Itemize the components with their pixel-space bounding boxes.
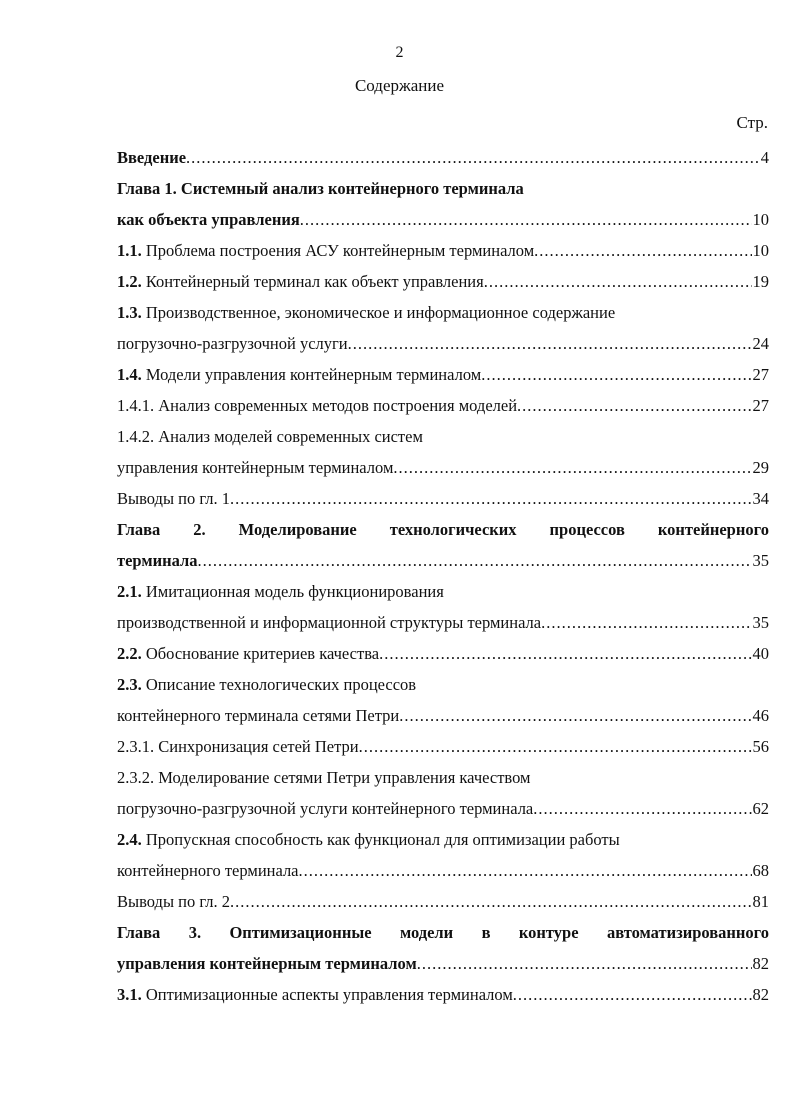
- page-title: Содержание: [354, 76, 445, 95]
- toc-label: 2.3.1. Синхронизация сетей Петри: [117, 737, 359, 756]
- section-number: 2.3.: [117, 675, 142, 694]
- toc-entry-2-3-2-line1: 2.3.2. Моделирование сетями Петри управления качеством: [117, 768, 531, 787]
- toc-page: 10: [752, 241, 769, 260]
- toc-label: Модели управления контейнерным терминалом: [141, 365, 482, 384]
- title-word: модели: [399, 923, 454, 942]
- dot-leader: [300, 204, 752, 235]
- title-word: Глава: [117, 520, 161, 539]
- toc-label: управления контейнерным терминалом: [117, 458, 394, 477]
- toc-page: 27: [752, 365, 769, 384]
- dot-leader: [417, 948, 752, 979]
- toc-entry-2-1: [117, 607, 769, 638]
- toc-chapter-1-title: Глава 1. Системный анализ контейнерного терминала: [117, 179, 524, 198]
- title-word: 3.: [188, 923, 202, 942]
- title-word: Глава: [117, 923, 161, 942]
- toc-entry-2-3-1: [117, 731, 769, 762]
- toc-entry-1-4-1: [117, 390, 769, 421]
- table-of-contents: [117, 142, 769, 1010]
- toc-label: Выводы по гл. 1: [117, 489, 231, 508]
- page-column-label: Стр.: [736, 113, 768, 132]
- toc-label: Выводы по гл. 2: [117, 892, 231, 911]
- toc-label: Контейнерный терминал как объект управления: [141, 272, 484, 291]
- title-word: Моделирование: [238, 520, 357, 539]
- toc-label: погрузочно-разгрузочной услуги: [117, 334, 348, 353]
- dot-leader: [230, 886, 751, 917]
- toc-chapter-2-title: [117, 514, 769, 545]
- toc-entry-2-1-line1: [117, 576, 769, 607]
- dot-leader: [481, 359, 751, 390]
- toc-entry-intro: [117, 142, 769, 173]
- toc-label: погрузочно-разгрузочной услуги контейнерного терминала: [117, 799, 534, 818]
- section-number: 1.2.: [117, 272, 142, 291]
- toc-label: контейнерного терминала сетями Петри: [117, 706, 400, 725]
- toc-entry-3-1: [117, 979, 769, 1010]
- toc-entry-2-2: [117, 638, 769, 669]
- toc-page: 62: [752, 799, 769, 818]
- toc-page: 10: [752, 210, 769, 229]
- toc-label: как объекта управления: [117, 210, 300, 229]
- title-word: 2.: [193, 520, 206, 539]
- toc-label: Имитационная модель функционирования: [141, 582, 444, 601]
- dot-leader: [299, 855, 752, 886]
- toc-entry-2-3-2: [117, 793, 769, 824]
- toc-entry-chapter-1: [117, 204, 769, 235]
- section-number: 2.4.: [117, 830, 142, 849]
- dot-leader: [379, 638, 751, 669]
- toc-entry-2-4: [117, 855, 769, 886]
- toc-page: 24: [752, 334, 769, 353]
- dot-leader: [359, 731, 752, 762]
- toc-label: Проблема построения АСУ контейнерным терминалом: [141, 241, 535, 260]
- toc-entry-2-3: [117, 700, 769, 731]
- toc-entry-1-2: [117, 266, 769, 297]
- section-number: 2.1.: [117, 582, 142, 601]
- toc-entry-1-4-2: [117, 452, 769, 483]
- toc-chapter-3-title: [117, 917, 769, 948]
- toc-label: Оптимизационные аспекты управления терминалом: [141, 985, 513, 1004]
- toc-page: 4: [760, 148, 769, 167]
- dot-leader: [393, 452, 751, 483]
- toc-page: 82: [752, 954, 769, 973]
- toc-label: Обоснование критериев качества: [141, 644, 380, 663]
- toc-label: терминала: [117, 551, 198, 570]
- toc-label: Пропускная способность как функционал для оптимизации работы: [141, 830, 620, 849]
- toc-entry-chapter-2: [117, 545, 769, 576]
- page-number: 2: [395, 44, 404, 61]
- toc-entry-conclusions-2: [117, 886, 769, 917]
- dot-leader: [533, 793, 751, 824]
- toc-page: 34: [752, 489, 769, 508]
- section-number: 1.1.: [117, 241, 142, 260]
- dot-leader: [198, 545, 752, 576]
- toc-page: 35: [752, 551, 769, 570]
- dot-leader: [484, 266, 752, 297]
- toc-entry-1-4: [117, 359, 769, 390]
- section-number: 1.3.: [117, 303, 142, 322]
- toc-page: 68: [752, 861, 769, 880]
- toc-label: 1.4.1. Анализ современных методов построения моделей: [117, 396, 518, 415]
- dot-leader: [230, 483, 751, 514]
- dot-leader: [399, 700, 751, 731]
- toc-page: 82: [752, 985, 769, 1004]
- section-number: 1.4.: [117, 365, 142, 384]
- toc-entry-2-4-line1: [117, 824, 769, 855]
- toc-label: Описание технологических процессов: [141, 675, 417, 694]
- toc-label: Производственное, экономическое и информационное содержание: [141, 303, 616, 322]
- toc-entry-1-3: [117, 328, 769, 359]
- toc-page: 19: [752, 272, 769, 291]
- toc-label: Введение: [117, 148, 187, 167]
- toc-page: 40: [752, 644, 769, 663]
- toc-entry-2-3-line1: [117, 669, 769, 700]
- toc-entry-1-4-2-line1: 1.4.2. Анализ моделей современных систем: [117, 427, 423, 446]
- toc-label: управления контейнерным терминалом: [117, 954, 417, 973]
- dot-leader: [186, 142, 760, 173]
- title-word: Оптимизационные: [229, 923, 372, 942]
- title-word: контуре: [518, 923, 579, 942]
- dot-leader: [541, 607, 751, 638]
- toc-label: производственной и информационной структуры терминала: [117, 613, 542, 632]
- section-number: 2.2.: [117, 644, 142, 663]
- title-word: процессов: [549, 520, 625, 539]
- toc-page: 29: [752, 458, 769, 477]
- toc-page: 81: [752, 892, 769, 911]
- dot-leader: [348, 328, 752, 359]
- toc-entry-chapter-3: [117, 948, 769, 979]
- dot-leader: [534, 235, 751, 266]
- toc-entry-1-3-line1: [117, 297, 769, 328]
- toc-page: 35: [752, 613, 769, 632]
- title-word: контейнерного: [657, 520, 769, 539]
- title-word: автоматизированного: [606, 923, 769, 942]
- section-number: 3.1.: [117, 985, 142, 1004]
- toc-entry-1-1: [117, 235, 769, 266]
- title-word: технологических: [389, 520, 517, 539]
- toc-entry-conclusions-1: [117, 483, 769, 514]
- toc-page: 27: [752, 396, 769, 415]
- dot-leader: [517, 390, 751, 421]
- dot-leader: [513, 979, 752, 1010]
- toc-page: 46: [752, 706, 769, 725]
- toc-page: 56: [752, 737, 769, 756]
- title-word: в: [481, 923, 491, 942]
- toc-label: контейнерного терминала: [117, 861, 299, 880]
